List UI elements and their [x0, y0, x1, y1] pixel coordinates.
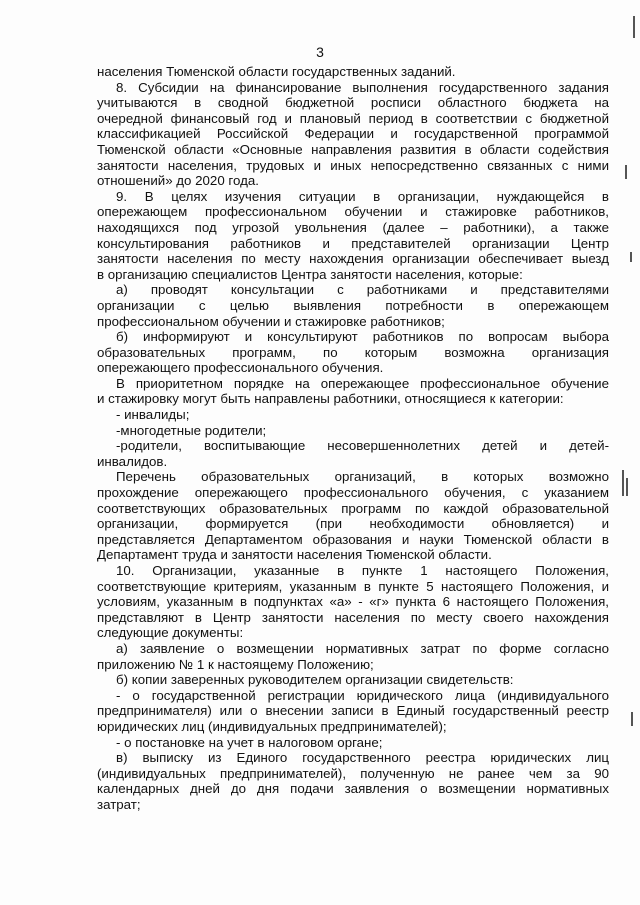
scan-edge-mark	[630, 252, 632, 262]
text-line: в организацию специалистов Центра занятости населения, которые:	[97, 266, 523, 282]
text-line: следующие документы:	[97, 625, 244, 641]
text-line: отношений» до 2020 года.	[97, 173, 259, 189]
scan-edge-mark	[626, 478, 628, 496]
text-line: представляют в Центр занятости населения по месту своего нахождения	[97, 609, 609, 625]
text-line: 8. Субсидии на финансирование выполнения государственного задания	[116, 79, 609, 95]
text-line: -родители, воспитывающие несовершеннолетних детей и детей-	[116, 438, 609, 454]
scan-edge-mark	[631, 712, 633, 726]
text-line: -многодетные родители;	[116, 422, 267, 438]
text-line: приложению № 1 к настоящему Положению;	[97, 656, 374, 672]
text-line: 10. Организации, указанные в пункте 1 настоящего Положения,	[116, 563, 609, 578]
text-line: календарных дней до дня подачи заявления о возмещении нормативных	[97, 781, 609, 797]
paragraph-p03	[97, 189, 609, 283]
text-line: в) выписку из Единого государственного реестра юридических лиц	[116, 750, 609, 766]
text-line: занятости населения, трудовых и иных непосредственно связанных с ними	[97, 157, 609, 173]
scan-edge-mark	[622, 470, 624, 496]
text-line: прохождение опережающего профессионального обучения, с указанием	[97, 485, 609, 501]
text-line: условиям, указанным в подпунктах «а» - «г» пункта 6 настоящего Положения,	[97, 594, 609, 610]
text-line: - о государственной регистрации юридического лица (индивидуального	[116, 687, 609, 703]
text-line: Перечень образовательных организаций, в которых возможно	[116, 469, 609, 485]
text-line: очередной финансовый год и плановый период в соответствии с бюджетной	[97, 110, 609, 126]
paragraph-p01	[97, 64, 609, 80]
paragraph-p11	[97, 563, 609, 641]
text-line: образовательных программ, по которым возможна организация	[97, 344, 609, 360]
paragraph-p15	[97, 735, 609, 751]
paragraph-p12	[97, 641, 609, 672]
scan-edge-mark	[625, 165, 627, 179]
paragraph-p07	[97, 407, 609, 423]
document-body	[97, 64, 609, 813]
text-line: организации с целью выявления потребности в опережающем	[97, 297, 609, 313]
paragraph-p04	[97, 282, 609, 329]
text-line: профессиональном обучении и стажировке работников;	[97, 313, 445, 329]
text-line: В приоритетном порядке на опережающее профессиональное обучение	[116, 375, 609, 391]
text-line: консультирования работников и представителей организации Центр	[97, 235, 609, 251]
text-line: опережающего профессионального обучения.	[97, 360, 384, 376]
paragraph-p16	[97, 750, 609, 812]
text-line: Тюменской области «Основные направления развития в области содействия	[97, 141, 609, 157]
text-line: инвалидов.	[97, 453, 168, 469]
text-line: представляется Департаментом образования и науки Тюменской области в	[97, 531, 609, 547]
text-line: классификацией Российской Федерации и государственной программой	[97, 126, 609, 142]
text-line: б) копии заверенных руководителем организации свидетельств:	[116, 672, 514, 688]
text-line: занятости населения по месту нахождения организации обеспечивает выезд	[97, 251, 609, 267]
text-line: Департамент труда и занятости населения Тюменской области.	[97, 547, 492, 563]
text-line: - о постановке на учет в налоговом органе;	[116, 734, 383, 750]
paragraph-p09	[97, 438, 609, 469]
text-line: 9. В целях изучения ситуации в организации, нуждающейся в	[116, 188, 609, 204]
scan-edge-mark	[633, 16, 635, 38]
text-line: - инвалиды;	[116, 407, 190, 423]
paragraph-p14	[97, 688, 609, 735]
text-line: учитываются в сводной бюджетной росписи областного бюджета на	[97, 95, 609, 111]
paragraph-p05	[97, 329, 609, 376]
paragraph-p02	[97, 80, 609, 189]
text-line: юридических лиц (индивидуальных предпринимателей);	[97, 718, 447, 734]
text-line: соответствующих образовательных программ по каждой образовательной	[97, 500, 609, 516]
text-line: и стажировку могут быть направлены работники, относящиеся к категории:	[97, 391, 564, 407]
paragraph-p06	[97, 376, 609, 407]
page-number: 3	[316, 44, 324, 60]
paragraph-p10	[97, 469, 609, 563]
text-line: а) заявление о возмещении нормативных затрат по форме согласно	[116, 640, 609, 656]
text-line: опережающем профессиональном обучении и стажировке работников,	[97, 204, 609, 220]
text-line: затрат;	[97, 796, 141, 812]
text-line: соответствующие критериям, указанным в пункте 5 настоящего Положения, и	[97, 578, 609, 594]
text-line: населения Тюменской области государственных заданий.	[97, 64, 456, 79]
text-line: б) информируют и консультируют работников по вопросам выбора	[116, 329, 609, 345]
text-line: (индивидуальных предпринимателей), полученную не ранее чем за 90	[97, 765, 609, 781]
text-line: предпринимателя) или о внесении записи в Единый государственный реестр	[97, 703, 609, 719]
text-line: а) проводят консультации с работниками и представителями	[116, 282, 609, 298]
paragraph-p13	[97, 672, 609, 688]
text-line: находящихся под угрозой увольнения (далее – работники), а также	[97, 219, 609, 235]
text-line: организации, формируется (при необходимости обновляется) и	[97, 516, 609, 532]
paragraph-p08	[97, 423, 609, 439]
